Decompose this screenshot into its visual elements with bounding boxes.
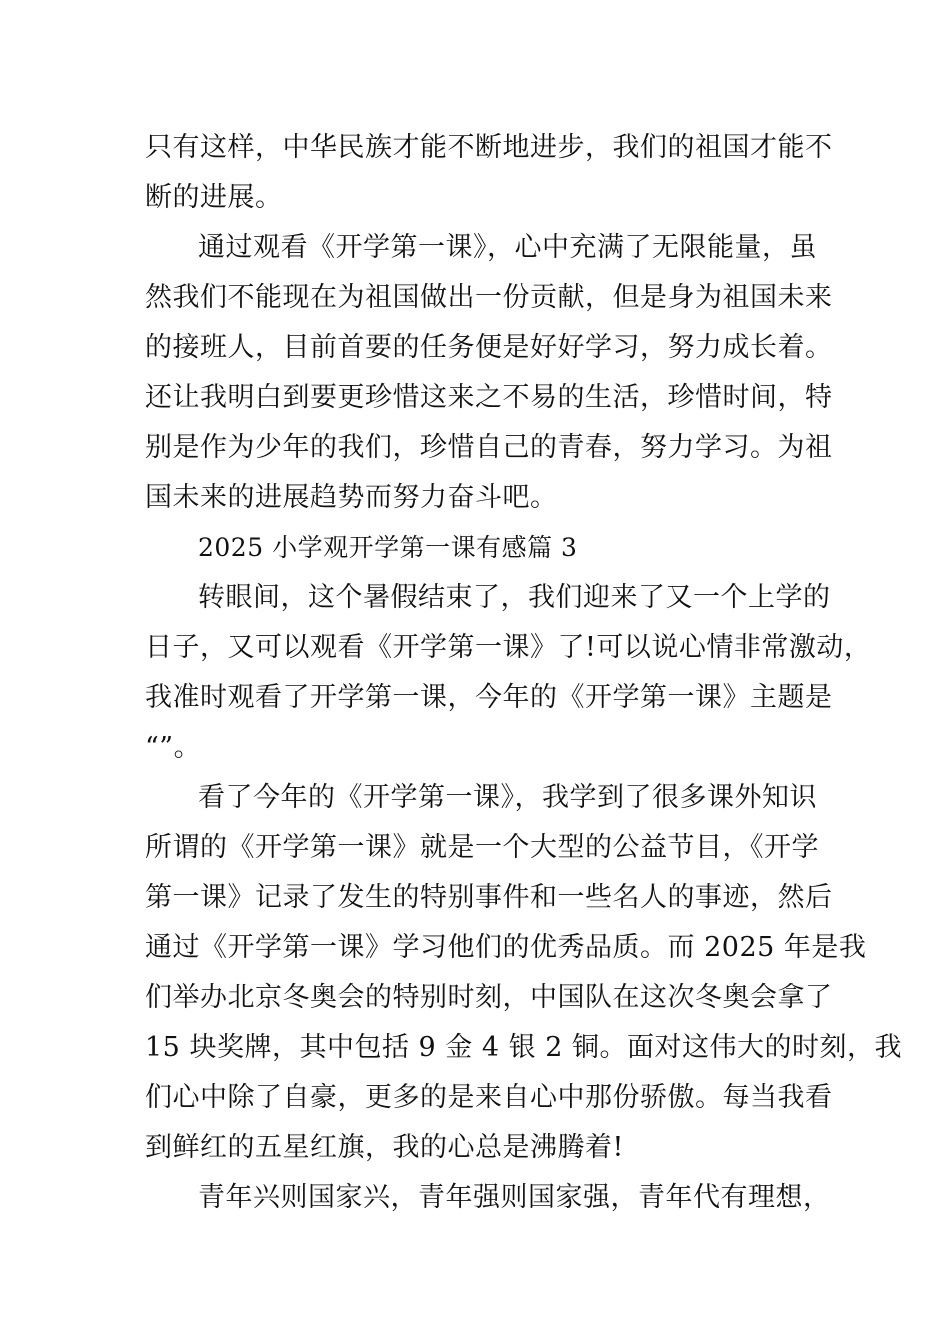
paragraph-line: 通过观看《开学第一课》，心中充满了无限能量，虽 <box>198 232 817 263</box>
paragraph-line: 们心中除了自豪，更多的是来自心中那份骄傲。每当我看 <box>145 1082 833 1113</box>
paragraph-line: 日子，又可以观看《开学第一课》了!可以说心情非常激动， <box>145 632 872 663</box>
paragraph-line: 别是作为少年的我们，珍惜自己的青春，努力学习。为祖 <box>145 432 833 463</box>
paragraph-line: “”。 <box>145 732 202 763</box>
paragraph-line: 还让我明白到要更珍惜这来之不易的生活，珍惜时间，特 <box>145 382 833 413</box>
paragraph-line: 通过《开学第一课》学习他们的优秀品质。而 2025 年是我 <box>145 932 867 963</box>
paragraph-line: 转眼间，这个暑假结束了，我们迎来了又一个上学的 <box>198 582 831 613</box>
paragraph-line: 只有这样，中华民族才能不断地进步，我们的祖国才能不 <box>145 132 833 163</box>
paragraph-line: 们举办北京冬奥会的特别时刻，中国队在这次冬奥会拿了 <box>145 982 833 1013</box>
paragraph-line: 断的进展。 <box>145 182 283 213</box>
paragraph-line: 所谓的《开学第一课》就是一个大型的公益节目，《开学 <box>145 832 819 863</box>
paragraph-line: 国未来的进展趋势而努力奋斗吧。 <box>145 482 558 513</box>
paragraph-line: 15 块奖牌，其中包括 9 金 4 银 2 铜。面对这伟大的时刻，我 <box>145 1032 902 1063</box>
paragraph-line: 到鲜红的五星红旗，我的心总是沸腾着! <box>145 1132 624 1163</box>
paragraph-line: 然我们不能现在为祖国做出一份贡献，但是身为祖国未来 <box>145 282 833 313</box>
paragraph-line: 青年兴则国家兴，青年强则国家强，青年代有理想， <box>198 1182 831 1213</box>
paragraph-line: 看了今年的《开学第一课》，我学到了很多课外知识 <box>198 782 817 813</box>
paragraph-line: 的接班人，目前首要的任务便是好好学习，努力成长着。 <box>145 332 833 363</box>
section-heading: 2025 小学观开学第一课有感篇 3 <box>198 533 578 562</box>
paragraph-line: 第一课》记录了发生的特别事件和一些名人的事迹，然后 <box>145 882 833 913</box>
paragraph-line: 我准时观看了开学第一课，今年的《开学第一课》主题是 <box>145 682 833 713</box>
